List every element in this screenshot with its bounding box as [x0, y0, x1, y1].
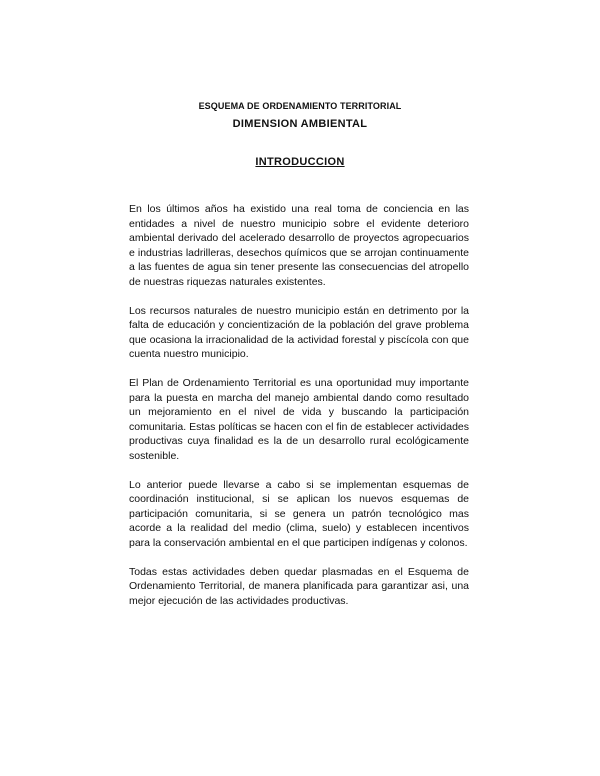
document-header: ESQUEMA DE ORDENAMIENTO TERRITORIAL: [198, 101, 402, 111]
paragraph-4: Lo anterior puede llevarse a cabo si se implementan esquemas de coordinación institucional, si se aplican los nuevos esquemas de participación comunitaria, si se genera un patrón tecnológico mas acorde a la realidad del medio (clima, suelo) y establecen incentivos para la conservación ambiental en el que participen indígenas y colonos.: [129, 478, 469, 549]
body-text: [129, 202, 469, 623]
document-subheader: DIMENSION AMBIENTAL: [232, 118, 368, 130]
paragraph-3: El Plan de Ordenamiento Territorial es una oportunidad muy importante para la puesta en marcha del manejo ambiental dando como resultado un mejoramiento en el nivel de vida y buscando la participación comunitaria. Estas políticas se hacen con el fin de establecer actividades productivas cuya finalidad es la de un desarrollo rural ecológicamente sostenible.: [129, 377, 469, 462]
paragraph-5: Todas estas actividades deben quedar plasmadas en el Esquema de Ordenamiento Territorial, de manera planificada para garantizar asi, una mejor ejecución de las actividades productivas.: [129, 565, 469, 607]
paragraph-1: En los últimos años ha existido una real toma de conciencia en las entidades a nivel de nuestro municipio sobre el evidente deterioro ambiental derivado del acelerado desarrollo de proyectos agropecuarios e industrias ladrilleras, desechos químicos que se arrojan continuamente a las fuentes de agua sin tener presente las consecuencias del atropello de nuestras riquezas naturales existentes.: [129, 203, 469, 288]
section-title: INTRODUCCION: [255, 156, 345, 168]
paragraph-2: Los recursos naturales de nuestro municipio están en detrimento por la falta de educación y concientización de la población del grave problema que ocasiona la irracionalidad de la actividad forestal y piscícola con que cuenta nuestro municipio.: [129, 304, 469, 360]
